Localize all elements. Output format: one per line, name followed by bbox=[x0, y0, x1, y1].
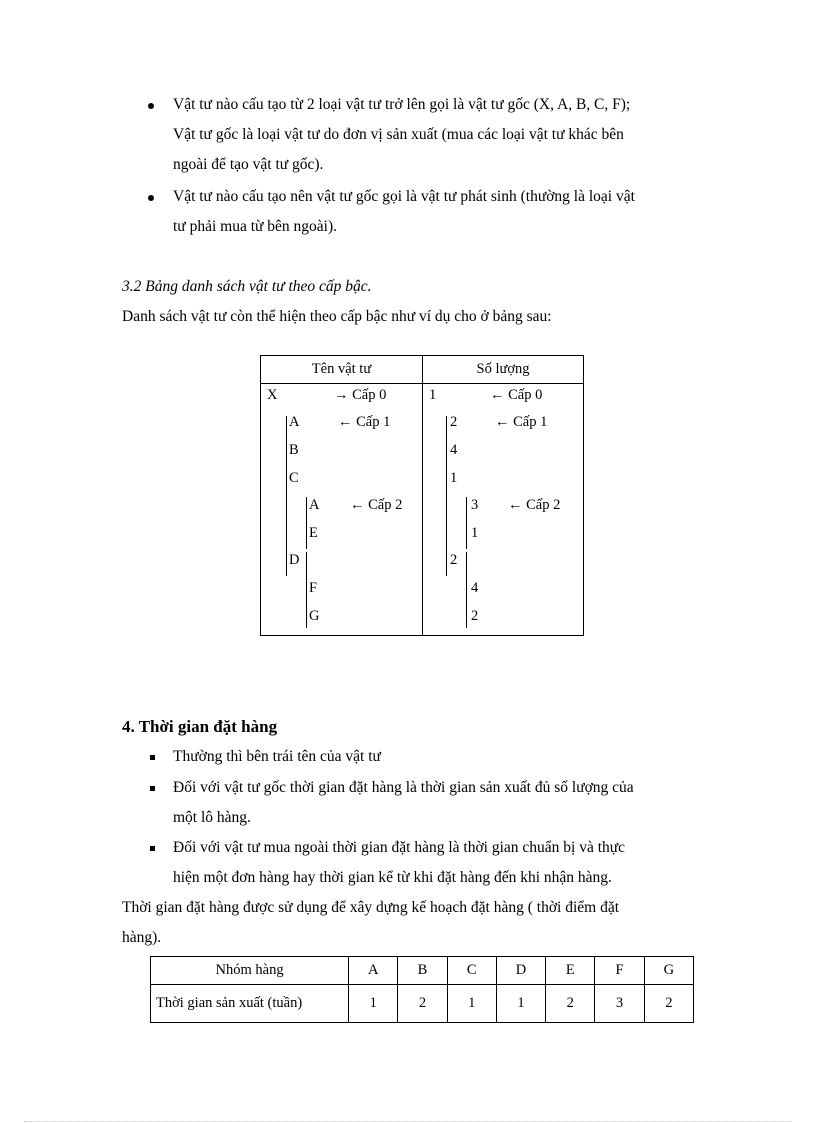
bullet-square-icon bbox=[150, 846, 155, 851]
level-2-bracket-c bbox=[306, 497, 307, 549]
s4-bullet-3-line-1: Đối với vật tư mua ngoài thời gian đặt hàng là thời gian chuẩn bị và thực bbox=[173, 839, 626, 856]
group-header: G bbox=[644, 957, 693, 985]
group-header: E bbox=[546, 957, 595, 985]
lead-time-value: 2 bbox=[398, 985, 447, 1023]
group-header: A bbox=[349, 957, 398, 985]
lead-time-value: 1 bbox=[349, 985, 398, 1023]
item-d: D bbox=[289, 552, 300, 568]
lead-time-value: 3 bbox=[595, 985, 644, 1023]
bullet-dot-icon bbox=[148, 103, 154, 109]
s4-bullet-3-line-2: hiện một đơn hàng hay thời gian kể từ khi đặt hàng đến khi nhận hàng. bbox=[173, 869, 612, 886]
lead-time-value: 1 bbox=[496, 985, 545, 1023]
s4-bullet-2-line-2: một lô hàng. bbox=[173, 809, 251, 826]
qty-b: 4 bbox=[450, 442, 458, 458]
qty-f: 4 bbox=[471, 580, 479, 596]
column-divider bbox=[422, 356, 423, 635]
section-3-2-heading: 3.2 Bảng danh sách vật tư theo cấp bậc. bbox=[122, 278, 372, 295]
bullet-2-line-2: tư phải mua từ bên ngoài). bbox=[173, 218, 338, 235]
group-header: D bbox=[496, 957, 545, 985]
group-header: B bbox=[398, 957, 447, 985]
header-material-name: Tên vật tư bbox=[311, 361, 372, 377]
qty-d: 2 bbox=[450, 552, 458, 568]
level-2-bracket-d bbox=[306, 552, 307, 628]
page-footer-divider bbox=[24, 1121, 792, 1122]
level-1-label: ← Cấp 1 bbox=[338, 414, 391, 430]
header-group-label: Nhóm hàng bbox=[151, 957, 349, 985]
level-2-label: ← Cấp 2 bbox=[350, 497, 403, 513]
bullet-square-icon bbox=[150, 755, 155, 760]
s4-bullet-2-line-1: Đối với vật tư gốc thời gian đặt hàng là thời gian sản xuất đủ số lượng của bbox=[173, 779, 634, 796]
qty-x: 1 bbox=[429, 387, 437, 403]
lead-time-value: 1 bbox=[447, 985, 496, 1023]
header-quantity: Số lượng bbox=[476, 361, 530, 377]
qty-c: 1 bbox=[450, 470, 458, 486]
bullet-dot-icon bbox=[148, 195, 154, 201]
item-b: B bbox=[289, 442, 299, 458]
level-0-qty-label: ← Cấp 0 bbox=[490, 387, 543, 403]
bullet-1-line-3: ngoài để tạo vật tư gốc). bbox=[173, 156, 324, 173]
s4-bullet-1-line-1: Thường thì bên trái tên của vật tư bbox=[173, 748, 381, 765]
section-4-paragraph-line-2: hàng). bbox=[122, 929, 162, 946]
level-2-qty-bracket-d bbox=[466, 552, 467, 628]
bullet-2-line-1: Vật tư nào cấu tạo nên vật tư gốc gọi là vật tư phát sinh (thường là loại vật bbox=[173, 188, 635, 205]
table-row bbox=[151, 957, 694, 985]
item-g: G bbox=[309, 608, 320, 624]
section-4-paragraph-line-1: Thời gian đặt hàng được sử dụng để xây dựng kế hoạch đặt hàng ( thời điểm đặt bbox=[122, 899, 620, 916]
bullet-1-line-2: Vật tư gốc là loại vật tư do đơn vị sản xuất (mua các loại vật tư khác bên bbox=[173, 126, 624, 143]
level-1-bracket bbox=[286, 416, 287, 576]
row-label-production-time: Thời gian sản xuất (tuần) bbox=[151, 985, 349, 1023]
level-1-qty-label: ← Cấp 1 bbox=[495, 414, 548, 430]
section-3-2-intro: Danh sách vật tư còn thể hiện theo cấp bậc như ví dụ cho ở bảng sau: bbox=[122, 308, 552, 325]
item-a-level1: A bbox=[289, 414, 300, 430]
level-2-qty-label: ← Cấp 2 bbox=[508, 497, 561, 513]
qty-a-level1: 2 bbox=[450, 414, 458, 430]
header-divider bbox=[261, 383, 583, 384]
section-4-heading: 4. Thời gian đặt hàng bbox=[122, 717, 278, 736]
qty-a-level2: 3 bbox=[471, 497, 479, 513]
level-1-qty-bracket bbox=[446, 416, 447, 576]
group-header: C bbox=[447, 957, 496, 985]
table-row bbox=[151, 985, 694, 1023]
lead-time-table bbox=[150, 956, 694, 1023]
lead-time-value: 2 bbox=[644, 985, 693, 1023]
item-f: F bbox=[309, 580, 318, 596]
bullet-square-icon bbox=[150, 786, 155, 791]
item-a-level2: A bbox=[309, 497, 320, 513]
lead-time-value: 2 bbox=[546, 985, 595, 1023]
qty-g: 2 bbox=[471, 608, 479, 624]
qty-e: 1 bbox=[471, 525, 479, 541]
bullet-1-line-1: Vật tư nào cấu tạo từ 2 loại vật tư trở lên gọi là vật tư gốc (X, A, B, C, F); bbox=[173, 96, 631, 113]
item-e: E bbox=[309, 525, 318, 541]
item-x: X bbox=[267, 387, 278, 403]
item-c: C bbox=[289, 470, 299, 486]
level-0-label: → Cấp 0 bbox=[334, 387, 387, 403]
group-header: F bbox=[595, 957, 644, 985]
level-2-qty-bracket-c bbox=[466, 497, 467, 549]
